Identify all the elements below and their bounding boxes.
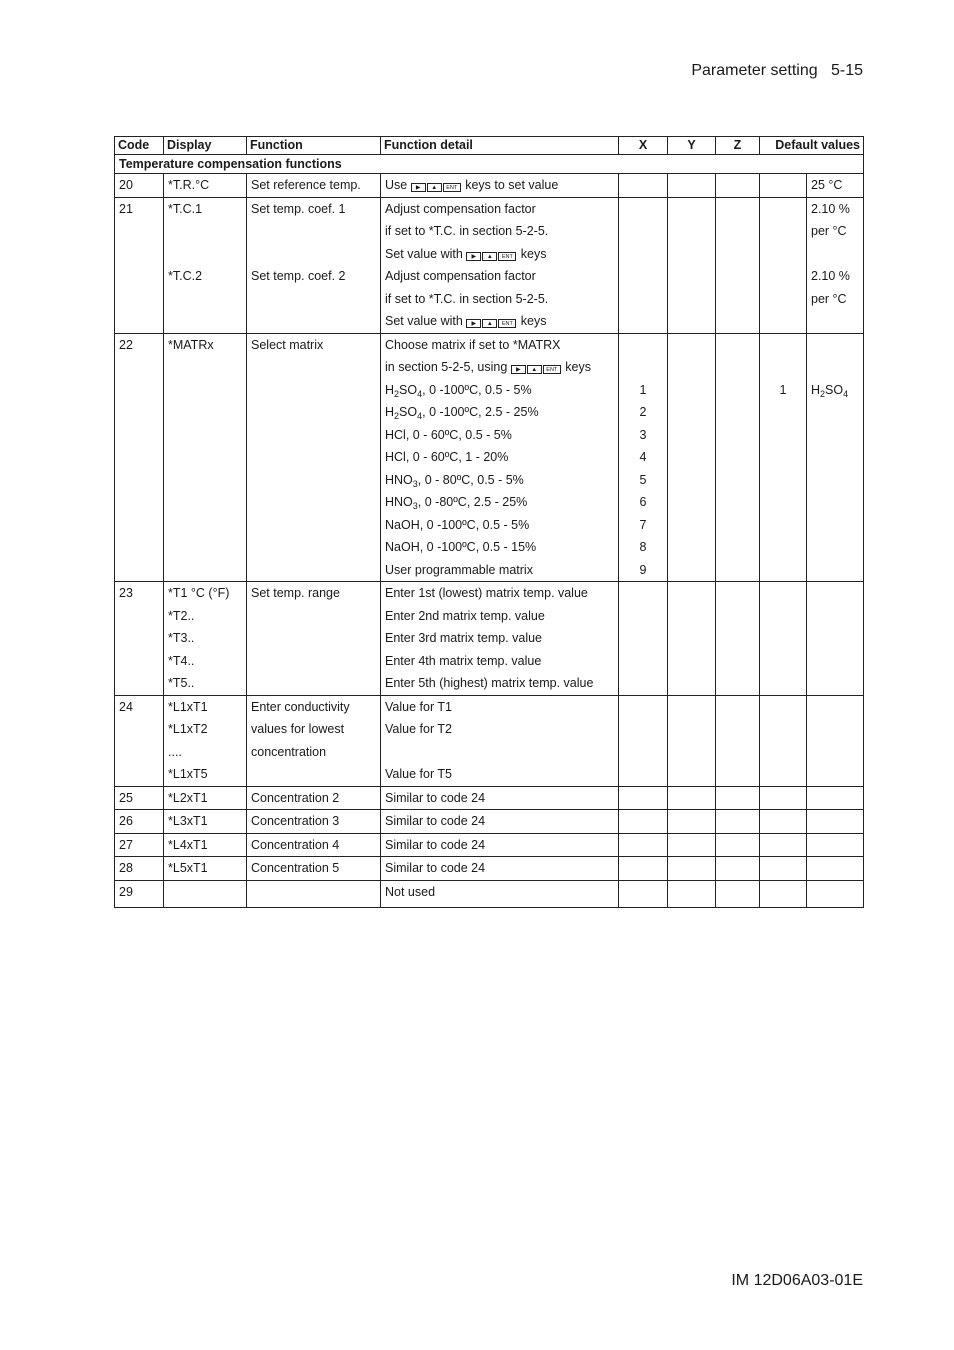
detail-line: Similar to code 24	[385, 837, 486, 852]
table-row	[115, 582, 864, 696]
function-cell: Set temp. coef. 2	[251, 269, 346, 283]
x-value: 9	[639, 562, 647, 577]
code-cell: 27	[119, 837, 133, 852]
ent-key-icon: ENT	[543, 365, 561, 374]
detail-line: Similar to code 24	[385, 814, 486, 828]
display-cell: *T.R.°C	[168, 178, 210, 192]
detail-line: Use ▶ ▲ ENT keys to set value	[381, 174, 618, 197]
code-cell: 20	[119, 178, 133, 192]
key-sequence	[466, 243, 517, 266]
detail-line: if set to *T.C. in section 5-2-5.	[385, 224, 549, 238]
function-cell	[247, 881, 380, 904]
detail-line: Enter 1st (lowest) matrix temp. value	[385, 586, 588, 600]
header-function: Function	[247, 137, 381, 155]
detail-line: Enter 5th (highest) matrix temp. value	[385, 676, 594, 690]
detail-line: Similar to code 24	[385, 861, 486, 875]
display-cell: *L1xT5	[168, 767, 208, 781]
table-row	[115, 197, 864, 333]
header-page-number: 5-15	[830, 62, 863, 79]
table-row	[115, 810, 864, 834]
function-cell: Concentration 2	[251, 790, 340, 805]
function-cell: Select matrix	[251, 337, 324, 352]
default-cell: $H_2SO_4$	[811, 382, 849, 399]
display-cell	[164, 881, 246, 904]
code-cell: 22	[119, 337, 133, 352]
display-cell: *L5xT1	[168, 861, 208, 875]
detail-line: Enter 4th matrix temp. value	[385, 653, 542, 668]
header-display: Display	[164, 137, 247, 155]
detail-line: if set to *T.C. in section 5-2-5.	[385, 291, 549, 306]
display-cell: *T.C.1	[168, 201, 203, 216]
x-value: 2	[639, 405, 647, 419]
header-y: Y	[668, 137, 716, 155]
display-cell: *L3xT1	[168, 814, 208, 828]
section-row	[115, 155, 864, 174]
up-arrow-key-icon: ▲	[482, 252, 497, 261]
detail-line: Not used	[385, 884, 436, 899]
right-arrow-key-icon: ▶	[466, 252, 481, 261]
x-value: 3	[639, 427, 647, 442]
display-cell: *T.C.2	[168, 269, 203, 283]
x-value: 6	[639, 495, 647, 509]
default-cell: per °C	[811, 224, 847, 238]
x-value: 7	[639, 517, 647, 532]
matrix-option: $H_2SO_4$, 0 -100ºC, 0.5 - 5%	[385, 382, 532, 399]
key-sequence	[466, 310, 517, 333]
display-cell: *L4xT1	[168, 837, 208, 852]
function-cell: values for lowest	[251, 722, 345, 736]
header-section-title: Parameter setting	[691, 62, 818, 79]
display-cell: ....	[168, 744, 182, 759]
header-z: Z	[716, 137, 760, 155]
code-cell: 21	[119, 201, 133, 216]
document-id: IM 12D06A03-01E	[731, 1272, 863, 1289]
display-cell: *T3..	[168, 631, 195, 645]
default-cell: 2.10 %	[811, 269, 850, 283]
x-value: 8	[639, 540, 647, 554]
display-cell: *L2xT1	[168, 790, 208, 805]
up-arrow-key-icon: ▲	[527, 365, 542, 374]
function-cell: Set reference temp.	[251, 178, 361, 192]
matrix-option: HCl, 0 - 60ºC, 1 - 20%	[385, 450, 509, 464]
detail-line: Adjust compensation factor	[385, 269, 536, 283]
display-cell: *T1 °C (°F)	[168, 586, 230, 600]
detail-line: Value for T2	[385, 722, 452, 736]
ent-key-icon: ENT	[498, 319, 516, 328]
detail-line: Enter 3rd matrix temp. value	[385, 631, 543, 645]
parameter-table	[114, 136, 864, 908]
right-arrow-key-icon: ▶	[511, 365, 526, 374]
matrix-option: NaOH, 0 -100ºC, 0.5 - 5%	[385, 517, 530, 532]
table-row	[115, 333, 864, 582]
detail-line: Set value with ▶ ▲ ENT keys	[381, 310, 618, 333]
default-cell: 2.10 %	[811, 201, 850, 216]
matrix-option: NaOH, 0 -100ºC, 0.5 - 15%	[385, 540, 537, 554]
function-cell: concentration	[251, 744, 327, 759]
code-cell: 29	[119, 884, 133, 899]
detail-line: Value for T1	[385, 699, 452, 714]
detail-line: Choose matrix if set to *MATRX	[385, 337, 561, 352]
page-header	[691, 62, 863, 80]
matrix-option: User programmable matrix	[385, 562, 533, 577]
default-cell: 25 °C	[811, 178, 843, 192]
display-cell: *L1xT1	[168, 699, 208, 714]
matrix-option: $HNO_3$, 0 - 80ºC, 0.5 - 5%	[385, 472, 524, 489]
header-code: Code	[115, 137, 164, 155]
x-value: 1	[639, 382, 647, 397]
x-value: 5	[639, 472, 647, 487]
display-cell: *T2..	[168, 608, 195, 623]
ent-key-icon: ENT	[443, 183, 461, 192]
function-cell: Set temp. range	[251, 586, 340, 600]
function-cell: Enter conductivity	[251, 699, 350, 714]
section-title: Temperature compensation functions	[115, 155, 864, 174]
matrix-option: $H_2SO_4$, 0 -100ºC, 2.5 - 25%	[385, 405, 539, 421]
code-cell: 23	[119, 586, 133, 600]
table-row	[115, 786, 864, 810]
key-sequence	[511, 356, 562, 379]
function-cell: Concentration 3	[251, 814, 340, 828]
key-sequence	[411, 174, 462, 197]
table-row	[115, 174, 864, 198]
table-row	[115, 833, 864, 857]
ent-key-icon: ENT	[498, 252, 516, 261]
right-arrow-key-icon: ▶	[411, 183, 426, 192]
detail-line: Similar to code 24	[385, 790, 486, 805]
matrix-option: $HNO_3$, 0 -80ºC, 2.5 - 25%	[385, 495, 528, 511]
z-value: 1	[779, 382, 787, 397]
code-cell: 25	[119, 790, 133, 805]
x-value: 4	[639, 450, 647, 464]
code-cell: 24	[119, 699, 133, 714]
detail-line: Adjust compensation factor	[385, 201, 536, 216]
display-cell: *T5..	[168, 676, 195, 690]
matrix-option: HCl, 0 - 60ºC, 0.5 - 5%	[385, 427, 512, 442]
display-cell: *MATRx	[168, 337, 214, 352]
detail-line: Enter 2nd matrix temp. value	[385, 608, 545, 623]
display-cell: *T4..	[168, 653, 195, 668]
display-cell: *L1xT2	[168, 722, 208, 736]
up-arrow-key-icon: ▲	[482, 319, 497, 328]
detail-line: Set value with ▶ ▲ ENT keys	[381, 243, 618, 266]
detail-line: Value for T5	[385, 767, 452, 781]
default-cell: per °C	[811, 291, 847, 306]
code-cell: 28	[119, 861, 133, 875]
up-arrow-key-icon: ▲	[427, 183, 442, 192]
function-cell: Concentration 4	[251, 837, 340, 852]
header-x: X	[619, 137, 668, 155]
function-cell: Set temp. coef. 1	[251, 201, 346, 216]
header-function-detail: Function detail	[381, 137, 619, 155]
detail-line	[381, 741, 618, 764]
detail-line: in section 5-2-5, using ▶ ▲ ENT keys	[381, 356, 618, 379]
code-cell: 26	[119, 814, 133, 828]
table-row	[115, 857, 864, 881]
table-row	[115, 880, 864, 907]
function-cell: Concentration 5	[251, 861, 340, 875]
table-row	[115, 695, 864, 786]
right-arrow-key-icon: ▶	[466, 319, 481, 328]
header-default-values: Default values	[760, 137, 864, 155]
table-header-row	[115, 137, 864, 155]
